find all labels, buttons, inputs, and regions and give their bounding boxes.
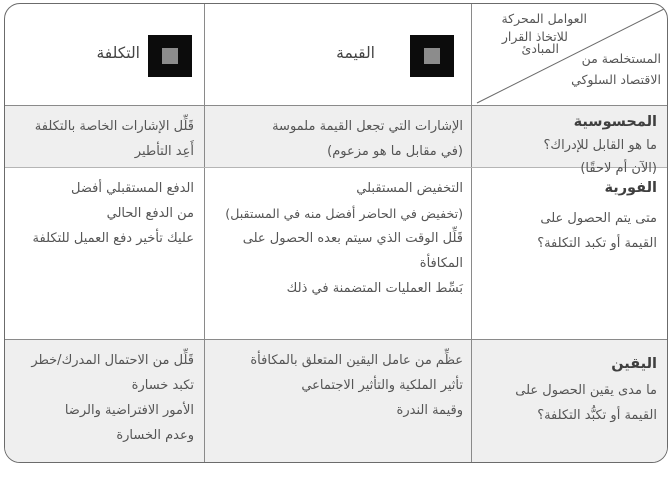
- corner-top-line: العوامل المحركة: [501, 11, 587, 26]
- value-text: وقيمة الندرة: [396, 403, 463, 418]
- value-text: بَسِّط العمليات المتضمنة في ذلك: [286, 281, 463, 296]
- corner-principles-text: المبادئ: [521, 41, 559, 56]
- row-question: ما هو القابل للإدراك؟: [543, 138, 657, 153]
- value-square-icon: [410, 35, 454, 77]
- cost-cell-tangibility: [5, 114, 204, 164]
- value-text: تأثير الملكية والتأثير الاجتماعي: [301, 378, 463, 393]
- cost-text: عليك تأخير دفع العميل للتكلفة: [32, 231, 194, 246]
- corner-bottom-label: [571, 48, 661, 90]
- value-title: القيمة: [336, 44, 375, 62]
- value-header: [205, 4, 471, 105]
- cost-title: التكلفة: [96, 44, 140, 62]
- cost-text: الدفع المستقبلي أفضل: [71, 181, 194, 196]
- row-label-tangibility: [472, 110, 667, 180]
- row-question: القيمة أو تكبُّد التكلفة؟: [537, 408, 657, 423]
- row-divider: [5, 339, 667, 340]
- cost-cell-immediacy: [5, 176, 204, 251]
- row-title: المحسوسية: [573, 114, 657, 130]
- value-text: التخفيض المستقبلي: [356, 181, 463, 196]
- value-text: قَلِّل الوقت الذي سيتم بعده الحصول على: [242, 231, 463, 246]
- corner-top-label: [501, 10, 587, 28]
- value-cell-immediacy: [205, 176, 471, 301]
- cost-text: وعدم الخسارة: [116, 428, 194, 443]
- cost-header: [5, 4, 204, 105]
- value-cell-tangibility: [205, 114, 471, 164]
- corner-header: [472, 4, 667, 105]
- value-text: المكافأة: [419, 256, 463, 271]
- row-title: اليقين: [611, 356, 657, 372]
- row-question: متى يتم الحصول على: [540, 211, 657, 226]
- cost-text: تكبد خسارة: [131, 378, 194, 393]
- row-question: القيمة أو تكبد التكلفة؟: [537, 236, 657, 251]
- cost-cell-certainty: [5, 348, 204, 448]
- corner-principles-label: [522, 40, 559, 58]
- row-title: الفورية: [604, 180, 657, 196]
- corner-top-line: للاتخاذ القرار: [501, 29, 568, 44]
- cost-text: قَلِّل من الاحتمال المدرك/خطر: [31, 353, 194, 368]
- cost-text: من الدفع الحالي: [106, 206, 194, 221]
- row-label-immediacy: [472, 176, 667, 256]
- row-question: (الآن أم لاحقًا): [580, 161, 657, 176]
- row-label-certainty: [472, 352, 667, 428]
- value-text: (تخفيض في الحاضر أفضل منه في المستقبل): [225, 206, 463, 221]
- cost-text: قَلِّل الإشارات الخاصة بالتكلفة: [34, 119, 194, 134]
- cost-text: الأمور الافتراضية والرضا: [64, 403, 194, 418]
- value-text: عظِّم من عامل اليقين المتعلق بالمكافأة: [250, 353, 463, 368]
- corner-bottom-line: المستخلصة من: [581, 51, 661, 66]
- row-divider: [5, 105, 667, 106]
- value-text: (في مقابل ما هو مزعوم): [327, 144, 463, 159]
- row-question: ما مدى يقين الحصول على: [515, 383, 657, 398]
- cost-square-icon: [148, 35, 192, 77]
- principles-table: [4, 3, 668, 463]
- corner-bottom-line: الاقتصاد السلوكي: [571, 72, 661, 87]
- value-text: الإشارات التي تجعل القيمة ملموسة: [272, 119, 463, 134]
- cost-text: أَعِد التأطير: [134, 144, 194, 159]
- value-cell-certainty: [205, 348, 471, 423]
